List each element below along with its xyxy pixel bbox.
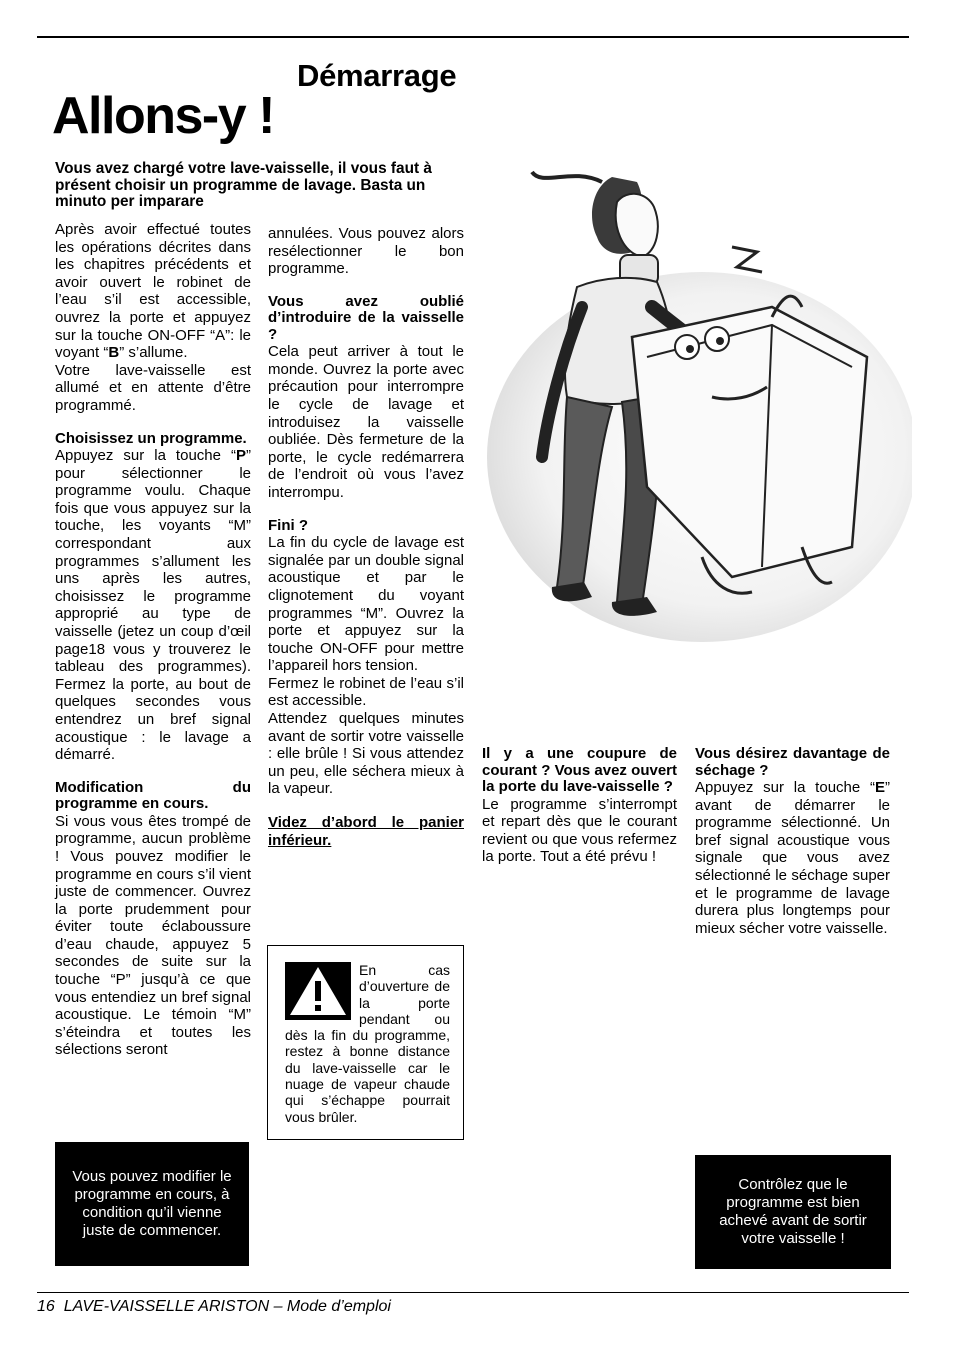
key-b: B: [108, 344, 120, 362]
page-footer: [37, 1298, 391, 1316]
column-4: [695, 746, 890, 937]
top-rule: [37, 36, 909, 38]
end-paragraph-2: Fermez le robinet de l’eau s’il est accessible.: [268, 674, 464, 710]
bottom-rule: [37, 1292, 909, 1293]
column-3: [482, 746, 677, 866]
key-e: E: [874, 779, 885, 796]
ready-paragraph: Votre lave-vaisselle est allumé et en attente d’être programmé.: [55, 361, 251, 414]
start-paragraph: Après avoir effectué toutes les opérations décrites dans les chapitres précédents et avoir ouvert le robinet de l’eau s’il est accessible, ouvrez la porte et appuyez sur la touche ON-OFF “A”: le voyant “B” s’allume.: [55, 221, 251, 362]
modify-note-box: [55, 1142, 249, 1266]
warning-triangle-icon: [285, 962, 351, 1020]
modify-note-text: Vous pouvez modifier le programme en cours, à condition qu’il vienne juste de commencer.: [72, 1168, 232, 1239]
forgot-heading: Vous avez oublié d’introduire de la vaisselle ?: [268, 292, 464, 343]
footer-text: LAVE-VAISSELLE ARISTON – Mode d’emploi: [63, 1298, 391, 1315]
forgot-paragraph: Cela peut arriver à tout le monde. Ouvrez la porte avec précaution pour interrompre le cycle de lavage et introduisez la vaisselle oubliée. Dès fermeture de la porte, le cycle redémarrera de l’endroit où vous l’avez interrompu.: [268, 343, 464, 502]
continued-paragraph: annulées. Vous pouvez alors resélectionner le bon programme.: [268, 225, 464, 278]
warning-box: [267, 945, 464, 1140]
drying-heading: Vous désirez davantage de séchage ?: [695, 745, 890, 779]
key-p: P: [235, 447, 246, 465]
empty-lower-basket-note: Videz d’abord le panier inférieur.: [268, 814, 464, 849]
power-cut-paragraph: Le programme s’interrompt et repart dès que le courant revient ou que vous refermez la porte. Tout a été prévu !: [482, 795, 677, 866]
power-cut-heading: Il y a une coupure de courant ? Vous avez ouvert la porte du lave-vaisselle ?: [482, 745, 677, 795]
column-2: [268, 225, 464, 849]
drying-paragraph: Appuyez sur la touche “E” avant de démarrer le programme sélectionné. Un bref signal acoustique vous signale que vous avez sélectionné le séchage super et le programme de lavage durera plus longtemps pour mieux sécher votre vaisselle.: [695, 779, 890, 937]
section-heading: Démarrage: [297, 58, 457, 93]
end-paragraph-1: La fin du cycle de lavage est signalée par un double signal acoustique et par le clignotement du voyant programmes “M”. Ouvrez la porte et appuyez sur la touche ON-OFF pour mettre l’appareil hors tension.: [268, 534, 464, 675]
check-note-box: [695, 1155, 891, 1269]
page-number: 16: [37, 1298, 55, 1315]
end-paragraph-3: Attendez quelques minutes avant de sortir votre vaisselle : elle brûle ! Si vous attendez un peu, elle séchera mieux à la vapeur.: [268, 710, 464, 798]
end-heading: Fini ?: [268, 516, 308, 534]
choose-heading: Choisissez un programme.: [55, 429, 247, 447]
choose-paragraph: Appuyez sur la touche “P” pour sélectionner le programme voulu. Chaque fois que vous appuyez sur la touche, les voyants “M” correspondant aux programmes s’allument les uns après les autres, choisissez le programme approprié au type de vaisselle (jetez un coup d’œil page18 vous y trouverez le tableau des programmes). Fermez la porte, au bout de quelques secondes vous entendrez un bref signal acoustique : le lavage a démarré.: [55, 447, 251, 764]
page-title: Allons-y !: [52, 87, 274, 145]
check-note-text: Contrôlez que le programme est bien achevé avant de sortir votre vaisselle !: [719, 1176, 867, 1247]
intro-paragraph: Vous avez chargé votre lave-vaisselle, il vous faut à présent choisir un programme de lavage. Basta un minuto per imparare: [55, 160, 432, 210]
warning-text: En cas d’ouverture de la porte pendant ou dès la fin du programme, restez à bonne distance du lave-vaisselle car le nuage de vapeur chaude qui s’échappe pourrait vous brûler.: [285, 962, 450, 1125]
column-1: [55, 221, 251, 1059]
modify-heading: Modification du programme en cours.: [55, 778, 251, 813]
woman-with-dishwasher-illustration: [472, 157, 912, 653]
modify-paragraph: Si vous vous êtes trompé de programme, aucun problème ! Vous pouvez modifier le programme en cours s’il vient juste de commencer. Ouvrez la porte prudemment pour éviter toute éclaboussure d’eau chaude, appuyez 5 secondes de suite sur la touche “P” jusqu’à ce que vous entendiez un bref signal acoustique. Le témoin “M” s’éteindra et toutes les sélections seront: [55, 812, 251, 1059]
